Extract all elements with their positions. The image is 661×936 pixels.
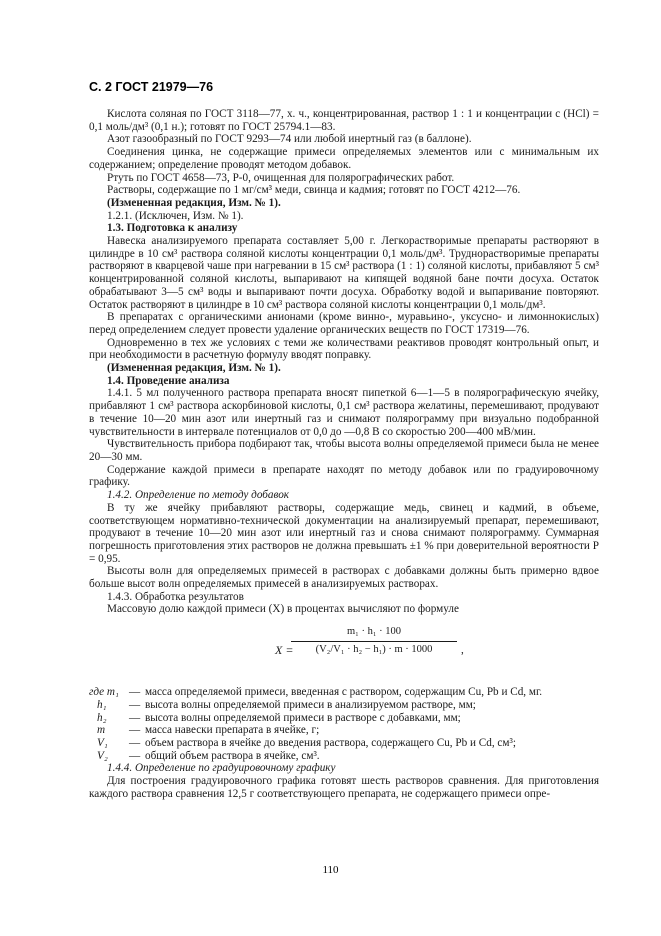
amendment-note: (Измененная редакция, Изм. № 1). bbox=[107, 196, 281, 209]
paragraph: Чувствительность прибора подбирают так, чтобы высота волны определяемой примеси была не менее 20—30 мм. bbox=[89, 438, 599, 463]
subsection-heading: 1.4.4. Определение по градуировочному графику bbox=[107, 762, 336, 775]
paragraph: Для построения градуировочного графика готовят шесть растворов сравнения. Для приготовления каждого раствора сравнения 12,5 г соответствующего препарата, не содержащего примеси опре- bbox=[89, 774, 599, 800]
variable-desc: общий объем раствора в ячейке, см³. bbox=[145, 749, 320, 762]
paragraph: Массовую долю каждой примеси (X) в процентах вычисляют по формуле bbox=[107, 603, 459, 616]
paragraph: Растворы, содержащие по 1 мг/см³ меди, свинца и кадмия; готовят по ГОСТ 4212—76. bbox=[107, 184, 521, 197]
section-heading: 1.4. Проведение анализа bbox=[107, 374, 230, 387]
dash: — bbox=[129, 711, 141, 724]
formula bbox=[89, 622, 599, 678]
paragraph: Содержание каждой примеси в препарате находят по методу добавок или по градуировочному графику. bbox=[89, 463, 599, 489]
formula-trail: , bbox=[461, 644, 464, 657]
running-header: С. 2 ГОСТ 21979—76 bbox=[89, 80, 214, 94]
variable-row bbox=[89, 712, 599, 725]
variable-row bbox=[89, 737, 599, 750]
variable-row bbox=[89, 750, 599, 763]
variable-symbol: h₂ bbox=[97, 711, 107, 724]
variable-list bbox=[89, 686, 599, 762]
formula-denominator: (V₂/V₁ · h₂ − h₁) · m · 1000 bbox=[315, 643, 433, 655]
variable-desc: высота волны определяемой примеси в анализируемом растворе, мм; bbox=[145, 698, 476, 711]
paragraph: 1.4.3. Обработка результатов bbox=[107, 590, 244, 603]
paragraph: Соединения цинка, не содержащие примеси определяемых элементов или с минимальным их содержанием; определение проводят методом добавок. bbox=[89, 146, 599, 171]
dash: — bbox=[129, 724, 141, 737]
dash: — bbox=[129, 736, 141, 749]
variable-row bbox=[89, 686, 599, 699]
page-body bbox=[89, 108, 599, 800]
formula-lhs: X = bbox=[275, 643, 294, 658]
page-number: 110 bbox=[322, 864, 339, 876]
paragraph: 1.2.1. (Исключен, Изм. № 1). bbox=[107, 209, 244, 222]
variable-symbol: m bbox=[97, 724, 106, 737]
variable-symbol: V₁ bbox=[97, 736, 108, 749]
paragraph: Азот газообразный по ГОСТ 9293—74 или любой инертный газ (в баллоне). bbox=[107, 133, 472, 146]
dash: — bbox=[129, 686, 141, 699]
variable-symbol: V₂ bbox=[97, 749, 108, 762]
paragraph: В ту же ячейку прибавляют растворы, содержащие медь, свинец и кадмий, в объеме, соответствующем нормативно-технической документации на анализируемый препарат, перемешивают, продувают в течение 10—20 мин азот или инертный газ и снова снимают полярограмму. Суммарная погрешность приготовления этих растворов не должна превышать ±1 % при доверительной вероятности P = 0,95. bbox=[89, 501, 599, 565]
variable-desc: объем раствора в ячейке до введения раствора, содержащего Cu, Pb и Cd, см³; bbox=[145, 736, 516, 749]
subsection-heading: 1.4.2. Определение по методу добавок bbox=[107, 489, 290, 502]
variable-symbol: где m₁ bbox=[89, 686, 119, 699]
paragraph: В препаратах с органическими анионами (кроме винно-, муравьино-, уксусно- и лимоннокислых) перед определением следует провести удаление органических веществ по ГОСТ 17319—76. bbox=[89, 311, 599, 336]
paragraph: Кислота соляная по ГОСТ 3118—77, х. ч., концентрированная, раствор 1 : 1 и концентрации c (HCl) = 0,1 моль/дм³ (0,1 н.); готовят по ГОСТ 25794.1—83. bbox=[89, 108, 599, 133]
paragraph: Одновременно в тех же условиях с теми же количествами реактивов проводят контрольный опыт, и при необходимости в расчетную формулу вводят поправку. bbox=[89, 336, 599, 362]
variable-desc: масса определяемой примеси, введенная с раствором, содержащим Cu, Pb и Cd, мг. bbox=[145, 686, 543, 699]
dash: — bbox=[129, 698, 141, 711]
formula-numerator: m₁ · h₁ · 100 bbox=[291, 626, 457, 642]
paragraph: Высоты волн для определяемых примесей в растворах с добавками должны быть примерно вдвое больше высот волн определяемых примесей в анализируемых растворах. bbox=[89, 565, 599, 591]
paragraph: 1.4.1. 5 мл полученного раствора препарата вносят пипеткой 6—1—5 в полярографическую ячейку, прибавляют 1 см³ раствора аскорбиновой кислоты, 0,1 см³ раствора желатины, перемешивают, продувают в течение 10—20 мин азот или инертный газ и снимают полярограмму при визуально подобранной чувствительности в интервале потенциалов от 0,0 до —0,8 В со скоростью 200—400 мВ/мин. bbox=[89, 387, 599, 438]
amendment-note: (Измененная редакция, Изм. № 1). bbox=[107, 362, 281, 375]
section-heading: 1.3. Подготовка к анализу bbox=[107, 222, 238, 235]
paragraph: Ртуть по ГОСТ 4658—73, Р-0, очищенная для полярографических работ. bbox=[107, 171, 455, 184]
variable-desc: высота волны определяемой примеси в растворе с добавками, мм; bbox=[145, 711, 461, 724]
formula-fraction bbox=[291, 626, 457, 656]
dash: — bbox=[129, 749, 141, 762]
variable-row bbox=[89, 699, 599, 712]
variable-desc: масса навески препарата в ячейке, г; bbox=[145, 724, 320, 737]
paragraph: Навеска анализируемого препарата составляет 5,00 г. Легкорастворимые препараты растворяют в цилиндре в 10 см³ раствора соляной кислоты концентрации 0,1 моль/дм³. Труднорастворимые препараты растворяют в кварцевой чаше при нагревании в 15 см³ раствора (1 : 1) соляной кислоты, прибавляют 5 см³ концентрированной соляной кислоты, выпаривают на кипящей водяной бане почти досуха. Остаток обрабатывают 3—5 см³ воды и выпаривают почти досуха. Обработку водой и выпаривание повторяют. Остаток растворяют в цилиндре в 10 см³ раствора соляной кислоты концентрации 0,1 моль/дм³. bbox=[89, 235, 599, 311]
variable-symbol: h₁ bbox=[97, 698, 107, 711]
variable-row bbox=[89, 724, 599, 737]
